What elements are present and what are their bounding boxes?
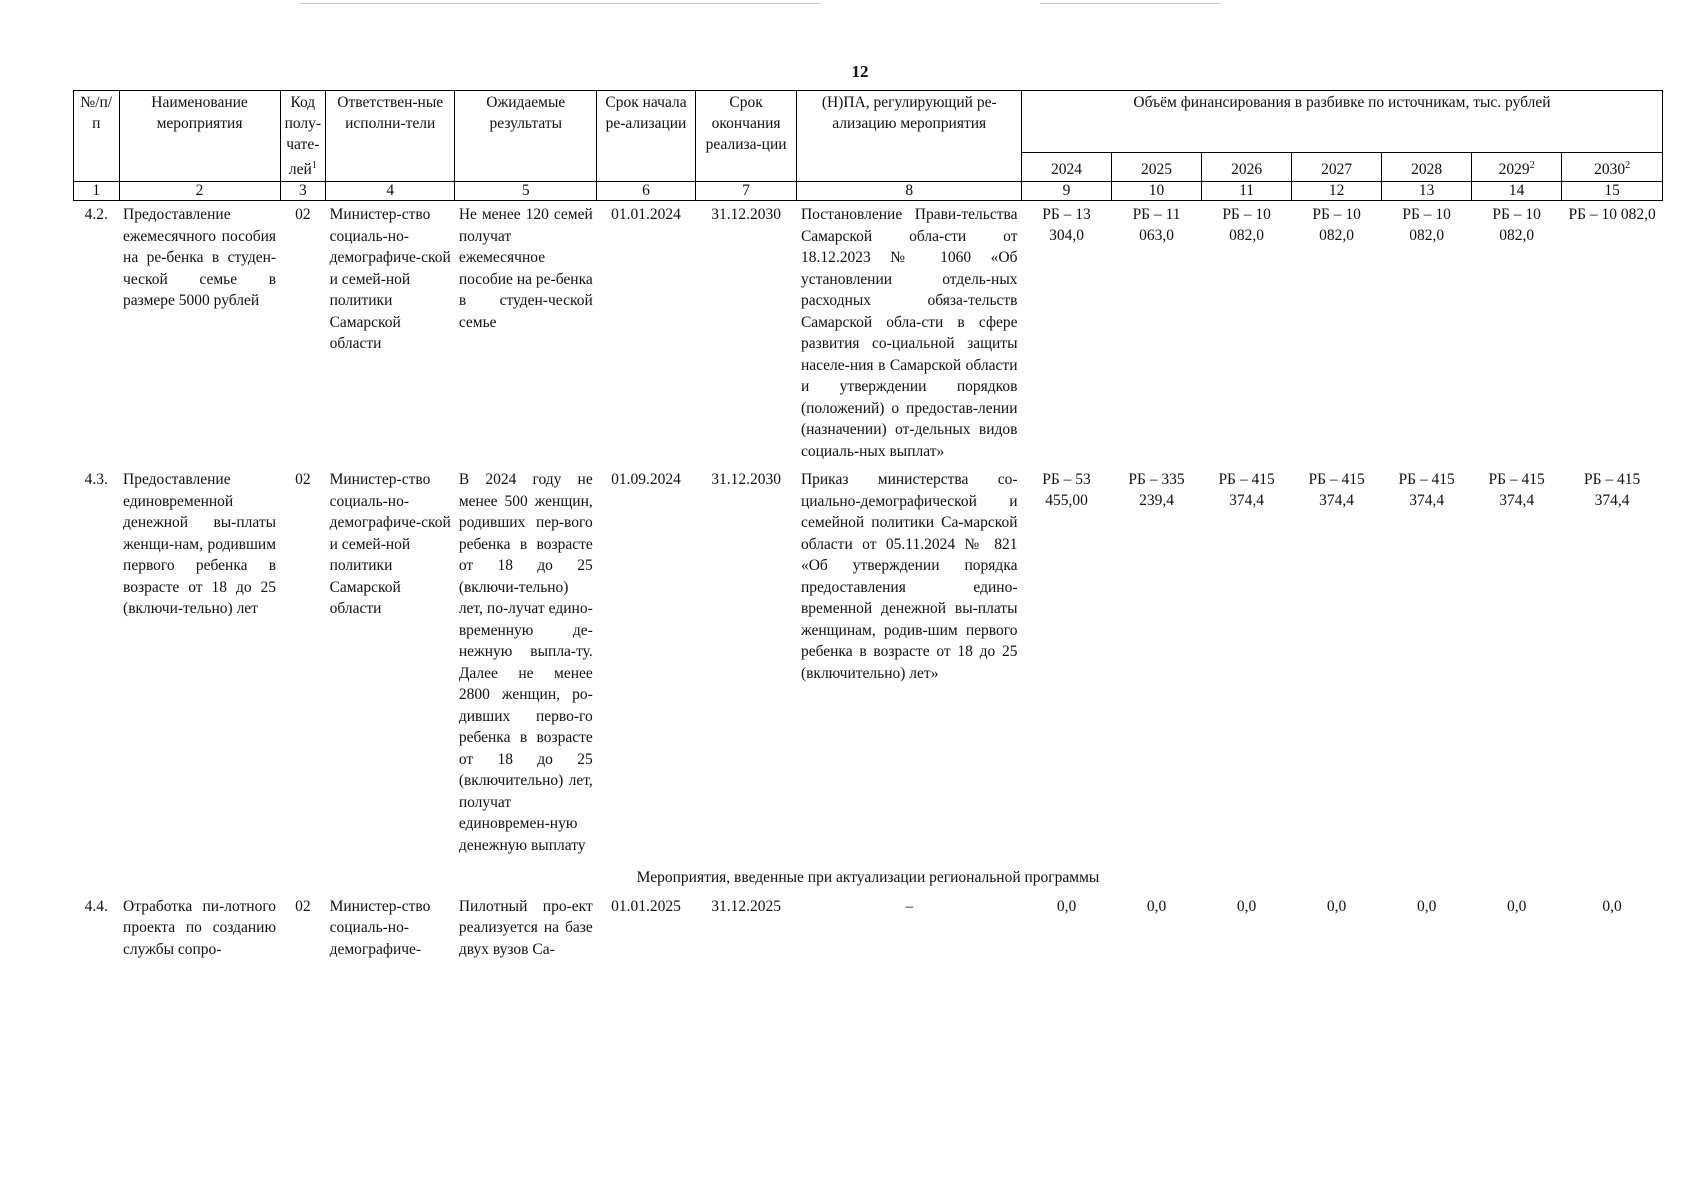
row-funding-2028: РБ – 415 374,4 — [1398, 471, 1455, 510]
column-numbers-row — [74, 182, 1663, 201]
row-responsible: Министер-ство социаль-но-демографиче-ской и семей-ной политики Самарской области — [329, 206, 451, 353]
row-funding-2029: РБ – 10 082,0 — [1492, 206, 1541, 245]
row-responsible: Министер-ство социаль-но-демографиче- — [329, 897, 431, 958]
header-num: №/п/п — [74, 91, 120, 182]
row-name: Предоставление единовременной денежной вы-платы женщи-нам, родившим первого ребенка в возрасте от 18 до 25 (включи-тельно) лет — [123, 471, 277, 618]
header-year-2030: 2030$^2$ — [1562, 152, 1663, 181]
row-code: 02 — [295, 897, 311, 915]
column-number: 15 — [1562, 182, 1663, 201]
row-responsible: Министер-ство социаль-но-демографиче-ской и семей-ной политики Самарской области — [329, 471, 451, 618]
row-results: В 2024 году не менее 500 женщин, родивших пер-вого ребенка в возрасте от 18 до 25 (включи-тельно) лет, по-лучат едино-временную де-нежную выпла-ту. Далее не менее 2800 женщин, ро-дивших перво-го ребенка в возрасте от 18 до 25 (включительно) лет, получат единовремен-ную денежную выплату — [458, 471, 593, 854]
header-year-2024: 2024 — [1022, 152, 1112, 181]
column-number: 8 — [797, 182, 1022, 201]
scan-artifact-line — [1040, 3, 1220, 4]
scan-artifact-line — [300, 3, 820, 4]
row-funding-2027: РБ – 415 374,4 — [1308, 471, 1365, 510]
header-year-2028: 2028 — [1382, 152, 1472, 181]
header-year-2029: 2029$^2$ — [1472, 152, 1562, 181]
table-row — [74, 466, 1663, 860]
row-num: 4.4. — [84, 897, 108, 915]
column-number: 7 — [695, 182, 797, 201]
column-number: 14 — [1472, 182, 1562, 201]
column-number: 9 — [1022, 182, 1112, 201]
row-npa: Постановление Прави-тельства Самарской обла-сти от 18.12.2023 № 1060 «Об установлении отдель-ных расходных обяза-тельств Самарской обла-сти в сфере развития со-циальной защиты населе-ния в Самарской области и утверждении порядков (положений) о предостав-лении (назначении) от-дельных видов социаль-ных выплат» — [800, 206, 1018, 460]
row-funding-2030: РБ – 10 082,0 — [1568, 206, 1656, 224]
section-row — [74, 860, 1663, 893]
column-number: 1 — [74, 182, 120, 201]
row-funding-2025: 0,0 — [1146, 897, 1167, 915]
row-funding-2026: РБ – 10 082,0 — [1222, 206, 1271, 245]
column-number: 4 — [326, 182, 455, 201]
column-number: 6 — [597, 182, 696, 201]
row-funding-2028: РБ – 10 082,0 — [1402, 206, 1451, 245]
header-year-2025: 2025 — [1112, 152, 1202, 181]
section-title: Мероприятия, введенные при актуализации региональной программы — [636, 869, 1100, 887]
row-funding-2025: РБ – 335 239,4 — [1128, 471, 1185, 510]
header-name: Наименование мероприятия — [119, 91, 280, 182]
row-end: 31.12.2025 — [711, 897, 781, 915]
row-funding-2030: 0,0 — [1602, 897, 1622, 915]
row-start: 01.01.2025 — [611, 897, 681, 915]
row-funding-2025: РБ – 11 063,0 — [1132, 206, 1181, 245]
row-end: 31.12.2030 — [711, 206, 781, 224]
row-num: 4.2. — [84, 206, 108, 224]
header-year-2027: 2027 — [1292, 152, 1382, 181]
header-responsible: Ответствен-ные исполни-тели — [326, 91, 455, 182]
row-funding-2029: РБ – 415 374,4 — [1488, 471, 1545, 510]
row-funding-2027: 0,0 — [1326, 897, 1347, 915]
row-funding-2030: РБ – 415 374,4 — [1583, 471, 1641, 510]
row-funding-2024: РБ – 53 455,00 — [1042, 471, 1091, 510]
header-funding: Объём финансирования в разбивке по источникам, тыс. рублей — [1022, 91, 1663, 153]
header-npa: (Н)ПА, регулирующий ре-ализацию мероприятия — [797, 91, 1022, 182]
column-number: 2 — [119, 182, 280, 201]
table-row — [74, 201, 1663, 467]
header-year-2026: 2026 — [1202, 152, 1292, 181]
row-funding-2027: РБ – 10 082,0 — [1312, 206, 1361, 245]
row-funding-2026: 0,0 — [1236, 897, 1257, 915]
row-name: Предоставление ежемесячного пособия на ре-бенка в студен-ческой семье в размере 5000 рублей — [123, 206, 277, 310]
column-number: 10 — [1112, 182, 1202, 201]
column-number: 11 — [1202, 182, 1292, 201]
row-funding-2026: РБ – 415 374,4 — [1218, 471, 1275, 510]
row-code: 02 — [295, 471, 311, 489]
table-body — [74, 201, 1663, 965]
header-start: Срок начала ре-ализации — [597, 91, 696, 182]
row-start: 01.09.2024 — [611, 471, 681, 489]
row-code: 02 — [295, 206, 311, 224]
row-npa: – — [905, 897, 914, 915]
table-row — [74, 893, 1663, 965]
row-funding-2024: РБ – 13 304,0 — [1042, 206, 1091, 245]
row-npa: Приказ министерства со-циально-демографической и семейной политики Са-марской области от 05.11.2024 № 821 «Об утверждении порядка предоставления едино-временной денежной вы-платы женщинам, родив-шим первого ребенка в возрасте от 18 до 25 (включительно) лет» — [800, 471, 1018, 682]
row-name: Отработка пи-лотного проекта по созданию службы сопро- — [123, 897, 277, 958]
page-number: 12 — [851, 62, 869, 81]
row-funding-2024: 0,0 — [1056, 897, 1077, 915]
header-code: Код полу-чате-лей$^1$ — [280, 91, 326, 182]
column-number: 12 — [1292, 182, 1382, 201]
row-funding-2028: 0,0 — [1416, 897, 1437, 915]
header-results: Ожидаемые результаты — [455, 91, 597, 182]
column-number: 5 — [455, 182, 597, 201]
table-header — [74, 91, 1663, 201]
row-end: 31.12.2030 — [711, 471, 781, 489]
row-results: Пилотный про-ект реализуется на базе двух вузов Са- — [458, 897, 593, 958]
header-end: Срок окончания реализа-ции — [695, 91, 797, 182]
program-table — [73, 90, 1663, 964]
row-funding-2029: 0,0 — [1506, 897, 1527, 915]
row-start: 01.01.2024 — [611, 206, 681, 224]
row-num: 4.3. — [84, 471, 108, 489]
column-number: 3 — [280, 182, 326, 201]
column-number: 13 — [1382, 182, 1472, 201]
row-results: Не менее 120 семей получат ежемесячное пособие на ре-бенка в студен-ческой семье — [458, 206, 593, 331]
